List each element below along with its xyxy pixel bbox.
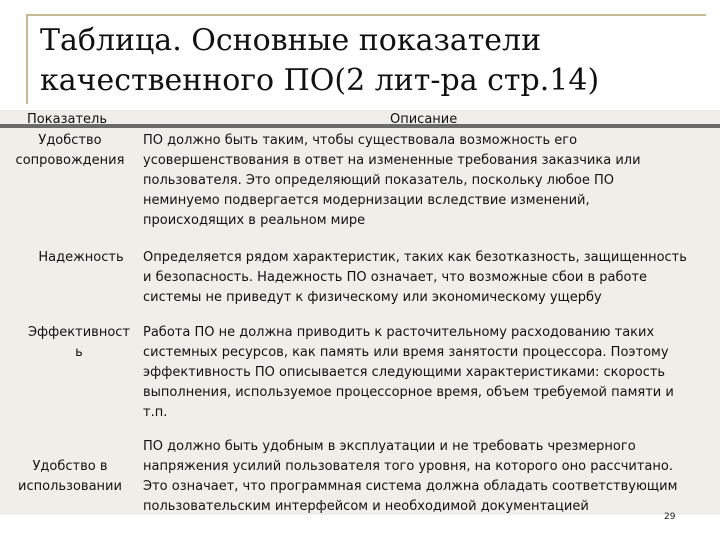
page-number: 29: [664, 512, 676, 522]
row-desc-reliability: Определяется рядом характеристик, таких как безотказность, защищенность и безопасность. Надежность ПО означает, что возможные сбои в работе системы не приведут к физическому или экономическому ущербу: [143, 250, 687, 305]
row-term-efficiency: Эффективност ь: [27, 325, 130, 360]
row-term-reliability: Надежность: [38, 250, 124, 265]
row-term-maintainability: Удобство сопровождения: [15, 133, 125, 168]
column-header-description: Описание: [390, 112, 458, 127]
row-term-usability: Удобство в использовании: [18, 459, 122, 494]
row-desc-usability: ПО должно быть удобным в эксплуатации и не требовать чрезмерного напряжения усилий пользователя того уровня, на которого оно рассчитано. Это означает, что программная система должна обладать соответствующим пользовательским интерфейсом и необходимой документацией: [143, 439, 678, 514]
row-desc-efficiency: Работа ПО не должна приводить к расточительному расходованию таких системных ресурсов, как память или время занятости процессора. Поэтому эффективность ПО описывается следующими характеристиками: скорость выполнения, используемое процессорное время, объем требуемой памяти и т.п.: [143, 325, 674, 420]
title-corner-vertical-rule: [26, 14, 28, 104]
title-corner-horizontal-rule: [26, 14, 706, 16]
row-desc-maintainability: ПО должно быть таким, чтобы существовала возможность его усовершенствования в ответ на измененные требования заказчика или пользователя. Это определяющий показатель, поскольку любое ПО неминуемо подвергается модернизации вследствие изменений, происходящих в реальном мире: [143, 133, 641, 228]
slide-title: Таблица. Основные показатели качественного ПО(2 лит-ра стр.14): [40, 23, 600, 98]
column-header-indicator: Показатель: [27, 112, 107, 127]
